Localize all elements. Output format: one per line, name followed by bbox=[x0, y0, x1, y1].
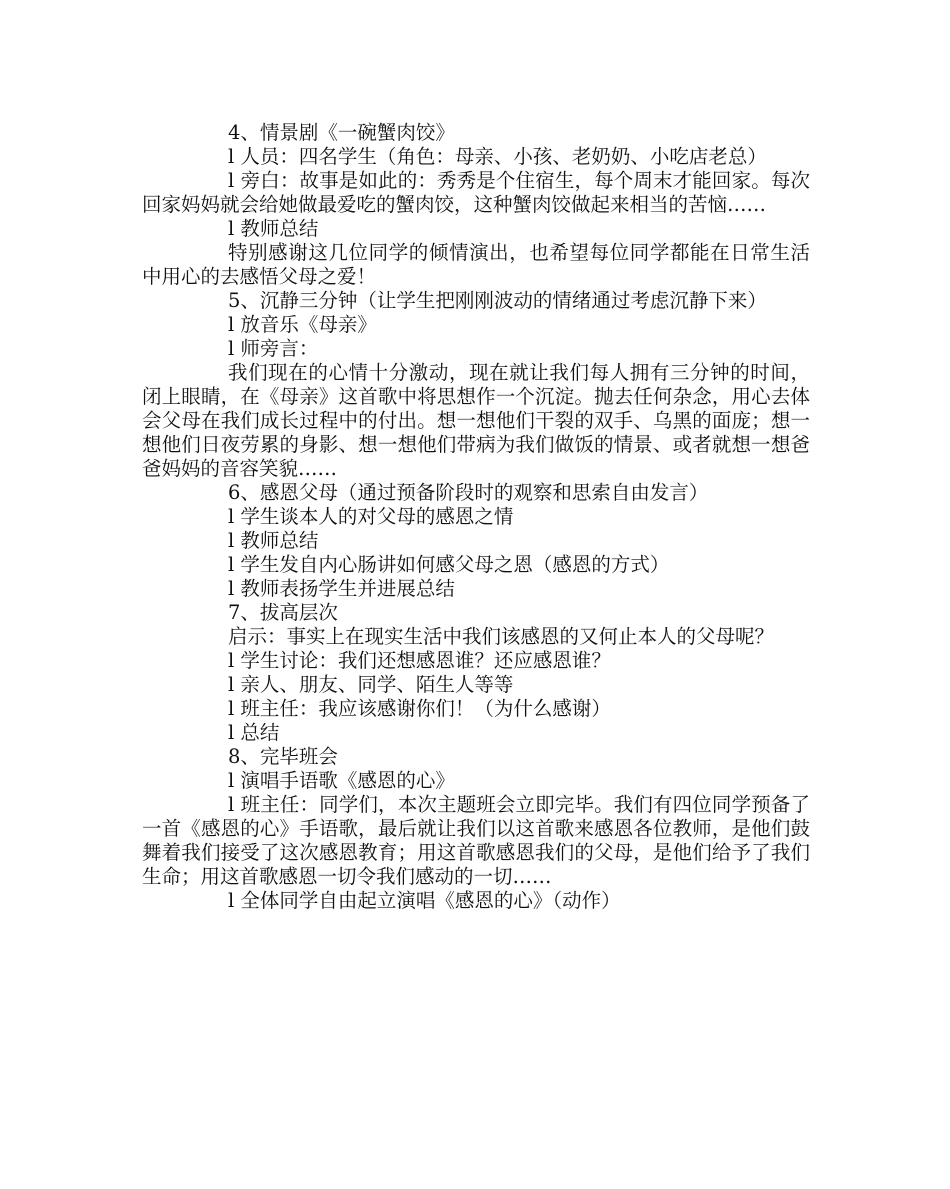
list-item-teacher-summary-2: l 教师总结 bbox=[228, 529, 319, 552]
list-item-sing-along: l 全体同学自由起立演唱《感恩的心》（动作） bbox=[228, 889, 621, 912]
section-heading-elevate: 7、拔高层次 bbox=[228, 601, 338, 624]
section-heading-gratitude: 6、感恩父母（通过预备阶段时的观察和思索自由发言） bbox=[228, 481, 709, 504]
list-item-people: l 亲人、朋友、同学、陌生人等等 bbox=[228, 673, 514, 696]
section-heading-silence: 5、沉静三分钟（让学生把刚刚波动的情绪通过考虑沉静下来） bbox=[228, 289, 767, 312]
list-item-summary: l 总结 bbox=[228, 721, 280, 744]
paragraph-thanks: 特别感谢这几位同学的倾情演出，也希望每位同学都能在日常生活中用心的去感悟父母之爱！ bbox=[142, 241, 810, 288]
list-item-head-teacher: l 班主任：我应该感谢你们！（为什么感谢） bbox=[228, 697, 611, 720]
paragraph-reflection: 我们现在的心情十分激动，现在就让我们每人拥有三分钟的时间，闭上眼睛，在《母亲》这首歌中将思想作一个沉淀。抛去任何杂念，用心去体会父母在我们成长过程中的付出。想一想他们干裂的双手、乌黑的面庞；想一想他们日夜劳累的身影、想一想他们带病为我们做饭的情景、或者就想一想爸爸妈妈的音容笑貌…… bbox=[142, 361, 810, 480]
list-item-student-talk: l 学生谈本人的对父母的感恩之情 bbox=[228, 505, 514, 528]
list-item-teacher-summary: l 教师总结 bbox=[228, 217, 319, 240]
document-body bbox=[142, 121, 810, 913]
section-heading-closing: 8、完毕班会 bbox=[228, 745, 338, 768]
list-item-teacher-praise: l 教师表扬学生并进展总结 bbox=[228, 577, 455, 600]
list-item-narration: l 旁白：故事是如此的：秀秀是个住宿生，每个周末才能回家。每次回家妈妈就会给她做最爱吃的蟹肉饺，这种蟹肉饺做起来相当的苦恼…… bbox=[142, 169, 810, 216]
list-item-cast: l 人员：四名学生（角色：母亲、小孩、老奶奶、小吃店老总） bbox=[228, 145, 767, 168]
list-item-closing-speech: l 班主任：同学们，本次主题班会立即完毕。我们有四位同学预备了一首《感恩的心》手语歌，最后就让我们以这首歌来感恩各位教师，是他们鼓舞着我们接受了这次感恩教育；用这首歌感恩我们的父母，是他们给予了我们生命；用这首歌感恩一切令我们感动的一切…… bbox=[142, 793, 810, 888]
list-item-teacher-aside: l 师旁言： bbox=[228, 337, 319, 360]
list-item-sign-song: l 演唱手语歌《感恩的心》 bbox=[228, 769, 455, 792]
section-heading-skit: 4、情景剧《一碗蟹肉饺》 bbox=[228, 121, 455, 144]
paragraph-inspiration: 启示：事实上在现实生活中我们该感恩的又何止本人的父母呢？ bbox=[228, 625, 775, 648]
list-item-play-music: l 放音乐《母亲》 bbox=[228, 313, 377, 336]
list-item-student-speech: l 学生发自内心肠讲如何感父母之恩（感恩的方式） bbox=[228, 553, 670, 576]
list-item-discussion: l 学生讨论：我们还想感恩谁？还应感恩谁？ bbox=[228, 649, 611, 672]
